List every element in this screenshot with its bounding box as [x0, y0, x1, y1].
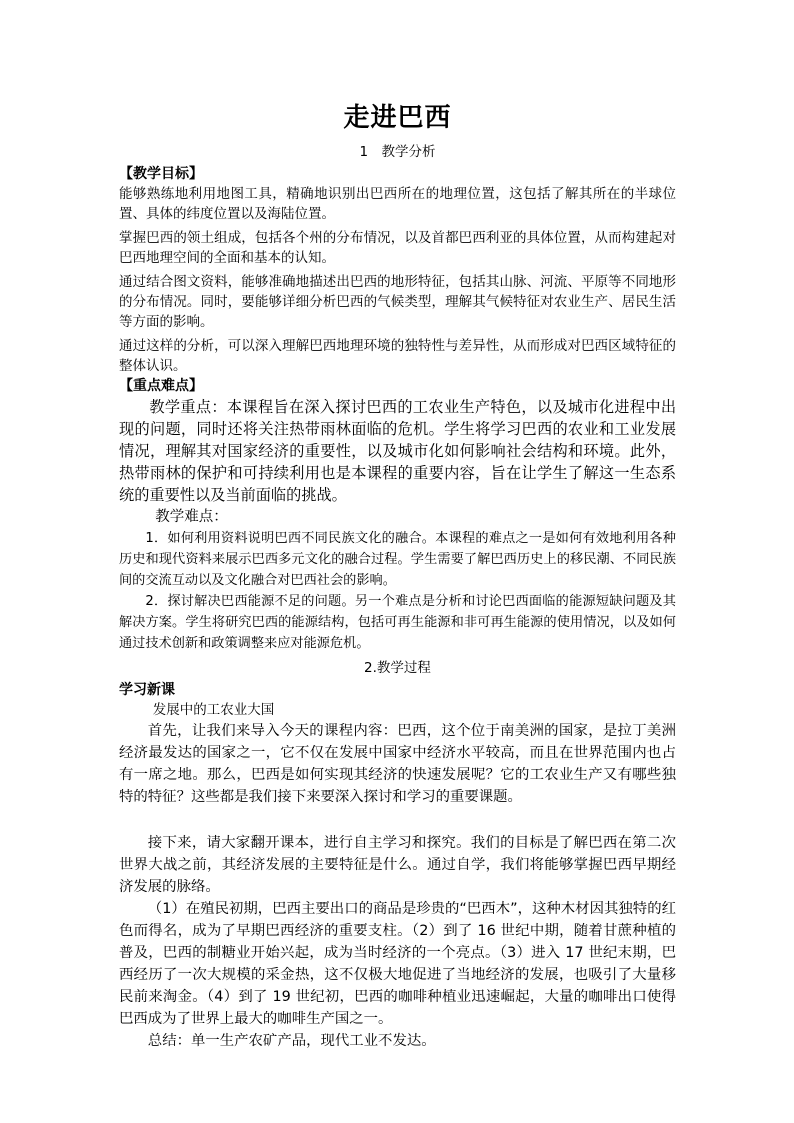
key-points-label: 【重点难点】	[119, 378, 203, 394]
difficulty-item: 1．如何利用资料说明巴西不同民族文化的融合。本课程的难点之一是如何有效地利用各种历史和现代资料来展示巴西多元文化的融合过程。学生需要了解巴西历史上的移民潮、不同民族间的交流互动以及文化融合对巴西社会的影响。	[119, 531, 676, 588]
new-lesson-label: 学习新课	[119, 682, 175, 698]
document-body	[119, 96, 676, 1052]
history-paragraph: （1）在殖民初期，巴西主要出口的商品是珍贵的“巴西木”，这种木材因其独特的红色而得名，成为了早期巴西经济的重要支柱。（2）到了 16 世纪中期，随着甘蔗种植的普及，巴西的制糖业开始兴起，成为当时经济的一个亮点。（3）进入 17 世纪末期，巴西经历了一次大规模的采金热，这不仅极大地促进了当地经济的发展，也吸引了大量移民前来淘金。（4）到了 19 世纪初，巴西的咖啡种植业迅速崛起，大量的咖啡出口使得巴西成为了世界上最大的咖啡生产国之一。	[119, 901, 676, 1027]
blank-line	[119, 808, 676, 832]
objective-paragraph: 通过这样的分析，可以深入理解巴西地理环境的独特性与差异性，从而形成对巴西区域特征的整体认识。	[119, 338, 676, 374]
key-points-paragraph: 教学重点：本课程旨在深入探讨巴西的工农业生产特色，以及城市化进程中出现的问题，同时还将关注热带雨林面临的危机。学生将学习巴西的农业和工业发展情况，理解其对国家经济的重要性，以及城市化如何影响社会结构和环境。此外，热带雨林的保护和可持续利用也是本课程的重要内容，旨在让学生了解这一生态系统的重要性以及当前面临的挑战。	[119, 398, 676, 504]
difficulty-item: 2．探讨解决巴西能源不足的问题。另一个难点是分析和讨论巴西面临的能源短缺问题及其解决方案。学生将研究巴西的能源结构，包括可再生能源和非可再生能源的使用情况，以及如何通过技术创新和政策调整来应对能源危机。	[119, 594, 676, 651]
objective-paragraph: 能够熟练地利用地图工具，精确地识别出巴西所在的地理位置，这包括了解其所在的半球位置、具体的纬度位置以及海陆位置。	[119, 186, 676, 222]
section-heading-process: 2.教学过程	[364, 660, 431, 676]
objectives-label: 【教学目标】	[119, 166, 203, 182]
page-title: 走进巴西	[343, 103, 452, 133]
intro-paragraph: 首先，让我们来导入今天的课程内容：巴西，这个位于南美洲的国家，是拉丁美洲经济最发达的国家之一，它不仅在发展中国家中经济水平较高，而且在世界范围内也占有一席之地。那么，巴西是如何实现其经济的快速发展呢？它的工农业生产又有哪些独特的特征？这些都是我们接下来要深入探讨和学习的重要课题。	[119, 723, 676, 805]
difficulties-label: 教学难点：	[155, 509, 228, 525]
objective-paragraph: 通过结合图文资料，能够准确地描述出巴西的地形特征，包括其山脉、河流、平原等不同地形的分布情况。同时，要能够详细分析巴西的气候类型，理解其气候特征对农业生产、居民生活等方面的影响。	[119, 274, 676, 330]
section-heading-analysis: 1 教学分析	[359, 144, 436, 160]
summary-paragraph: 总结：单一生产农矿产品，现代工业不发达。	[147, 1033, 436, 1049]
objective-paragraph: 掌握巴西的领土组成，包括各个州的分布情况，以及首都巴西利亚的具体位置，从而构建起对巴西地理空间的全面和基本的认知。	[119, 230, 676, 266]
self-study-paragraph: 接下来，请大家翻开课本，进行自主学习和探究。我们的目标是了解巴西在第二次世界大战之前，其经济发展的主要特征是什么。通过自学，我们将能够掌握巴西早期经济发展的脉络。	[119, 835, 676, 895]
subtopic-heading: 发展中的工农业大国	[152, 702, 275, 718]
